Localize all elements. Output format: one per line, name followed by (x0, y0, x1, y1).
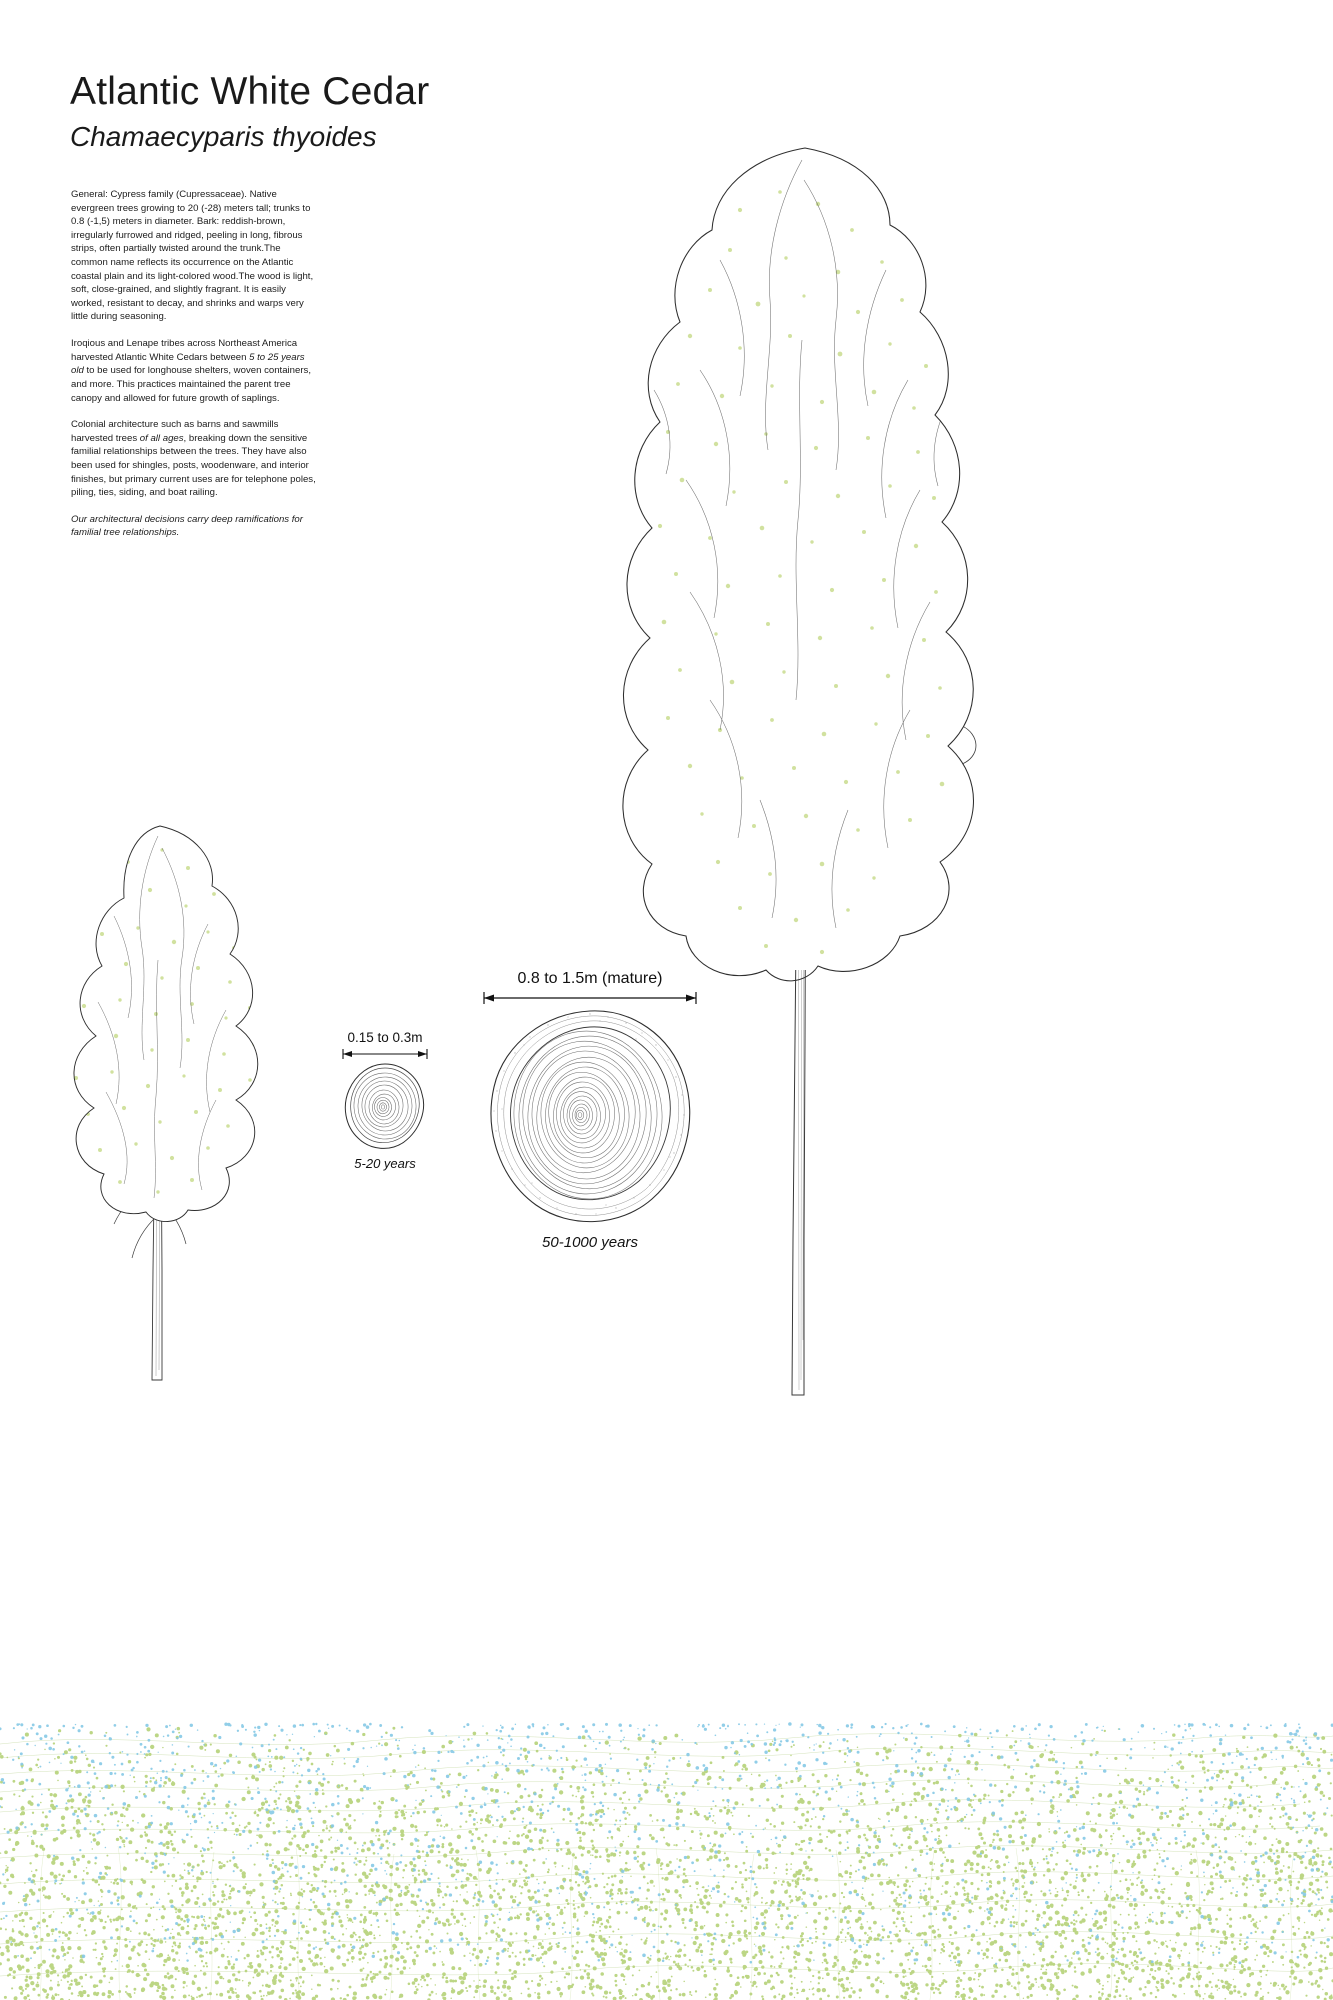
page-title: Atlantic White Cedar (70, 70, 430, 113)
young-dimension-arrow (340, 1048, 430, 1060)
paragraph-closing-note: Our architectural decisions carry deep ramifications for familial tree relationships. (71, 513, 303, 539)
mature-growth-rings (480, 1005, 700, 1230)
paragraph-colonial-part-a: Colonial architecture such as barns and sawmills harvested trees (71, 419, 279, 444)
paragraph-colonial-part-b: , breaking down the sensitive familial relationships between the trees. They have also been used for shingles, posts, woodenware, and interior finishes, but primary current uses are for telephone poles, piling, ties, siding, and boat railing. (71, 432, 316, 499)
young-age-label: 5-20 years (354, 1156, 416, 1171)
paragraph-colonial-emphasis: of all ages (139, 432, 184, 444)
ground-vegetation-band (0, 1700, 1333, 2000)
paragraph-indigenous (71, 337, 316, 405)
young-trunk-section (320, 1030, 450, 1171)
paragraph-indigenous-part-a: Iroqious and Lenape tribes across Northeast America harvested Atlantic White Cedars between (71, 338, 298, 363)
paragraph-colonial (71, 418, 316, 500)
mature-trunk-section (480, 970, 700, 1251)
mature-age-label: 50-1000 years (542, 1234, 638, 1251)
paragraph-indigenous-emphasis: 5 to 25 years old (71, 351, 305, 377)
young-growth-rings (340, 1060, 430, 1152)
mature-diameter-label: 0.8 to 1.5m (mature) (517, 970, 663, 987)
young-diameter-label: 0.15 to 0.3m (347, 1030, 423, 1045)
scientific-name: Chamaecyparis thyoides (70, 120, 377, 152)
description-text-block (71, 188, 316, 553)
young-tree-illustration (10, 820, 330, 1420)
paragraph-indigenous-part-b: to be used for longhouse shelters, woven containers, and more. This practices maintained the parent tree canopy and allowed for future growth of saplings. (71, 365, 312, 404)
paragraph-general: General: Cypress family (Cupressaceae). Native evergreen trees growing to 20 (-28) meters tall; trunks to 0.8 (-1,5) meters in diameter. Bark: reddish-brown, irregularly furrowed and ridged, peeling in long, fibrous strips, often partially twisted around the trunk.The common name reflects its occurrence on the Atlantic coastal plain and its light-colored wood.The wood is light, soft, close-grained, and slightly fragrant. It is easily worked, resistant to decay, and shrinks and warps very little during seasoning. (71, 189, 314, 323)
mature-dimension-arrow (480, 991, 700, 1005)
